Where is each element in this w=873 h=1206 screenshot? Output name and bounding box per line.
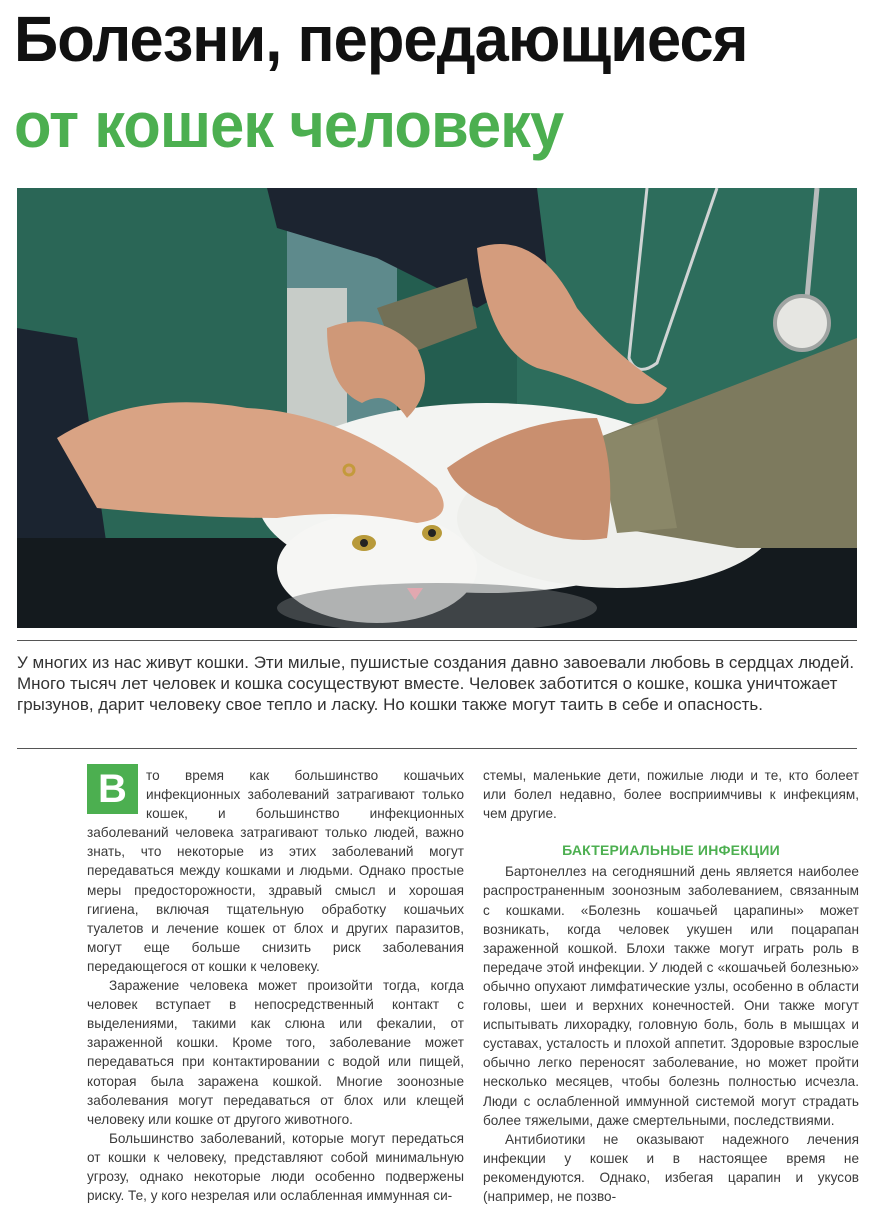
- hero-photo: [17, 188, 857, 628]
- paragraph: то время как большинство кошачьих инфекционных заболеваний затрагивают только кошек, и большинство инфекционных заболеваний человека затрагивают только людей, важно знать, что некоторые из этих заболеваний могут передаваться между кошками и людьми. Однако простые меры предосторожности, здравый смысл и хорошая гигиена, включая тщательную обработку кошачьих туалетов и лечение кошек от блох и других паразитов, могут еще больше снизить риск заболевания передающегося от кошки к человеку.: [87, 768, 464, 974]
- paragraph: Антибиотики не оказывают надежного лечения инфекции у кошек и в настоящее время не рекомендуются. Однако, избегая царапин и укусов (например, не позво-: [483, 1131, 859, 1204]
- section-heading: БАКТЕРИАЛЬНЫЕ ИНФЕКЦИИ: [562, 842, 780, 859]
- intro-paragraph: У многих из нас живут кошки. Эти милые, пушистые создания давно завоевали любовь в сердцах людей. Много тысяч лет человек и кошка сосуществуют вместе. Человек заботится о кошке, кошка уничтожает грызунов, дарит человеку свое тепло и ласку. Но кошки также могут таить в себе и опасность.: [17, 653, 855, 714]
- article-column-2: [483, 766, 859, 1206]
- paragraph: стемы, маленькие дети, пожилые люди и те, кто болеет или болел недавно, более восприимчивы к инфекциям, чем другие.: [483, 768, 859, 822]
- paragraph: Заражение человека может произойти тогда, когда человек вступает в непосредственный контакт с выделениями, такими как слюна или фекалии, от зараженной кошки. Кроме того, заболевание может передаваться при контактировании с водой или пищей, которая была заражена кошкой. Многие зоонозные заболевания могут передаваться от блох или клещей человеку или кошке от другого животного.: [87, 978, 464, 1127]
- divider-top: [17, 640, 857, 641]
- paragraph: Большинство заболеваний, которые могут передаться от кошки к человеку, представляют собой минимальную угрозу, однако некоторые люди особенно подвержены риску. Те, у кого незрелая или ослабленная иммунная си-: [87, 1130, 464, 1204]
- title-line-1: Болезни, передающиеся: [14, 3, 748, 75]
- title-line-2: от кошек человеку: [14, 89, 564, 161]
- divider-bottom: [17, 748, 857, 749]
- drop-cap: В: [87, 764, 138, 814]
- paragraph: Бартонеллез на сегодняшний день является наиболее распространенным зоонозным заболеванием, связанным с кошками. «Болезнь кошачьей царапины» может возникать, когда человек укушен или поцарапан зараженной кошкой. Блохи также могут играть роль в передаче этой инфекции. У людей с «кошачьей болезнью» обычно опухают лимфатические узлы, особенно в области головы, шеи и верхних конечностей. Они также могут испытывать лихорадку, головную боль, боль в мышцах и суставах, усталость и плохой аппетит. Здоровые взрослые обычно легко переносят заболевание, но может пройти несколько месяцев, чтобы болезнь полностью исчезла. Люди с ослабленной иммунной системой могут страдать более тяжелыми, даже смертельными, последствиями.: [483, 864, 859, 1128]
- article-column-1: [87, 766, 464, 1205]
